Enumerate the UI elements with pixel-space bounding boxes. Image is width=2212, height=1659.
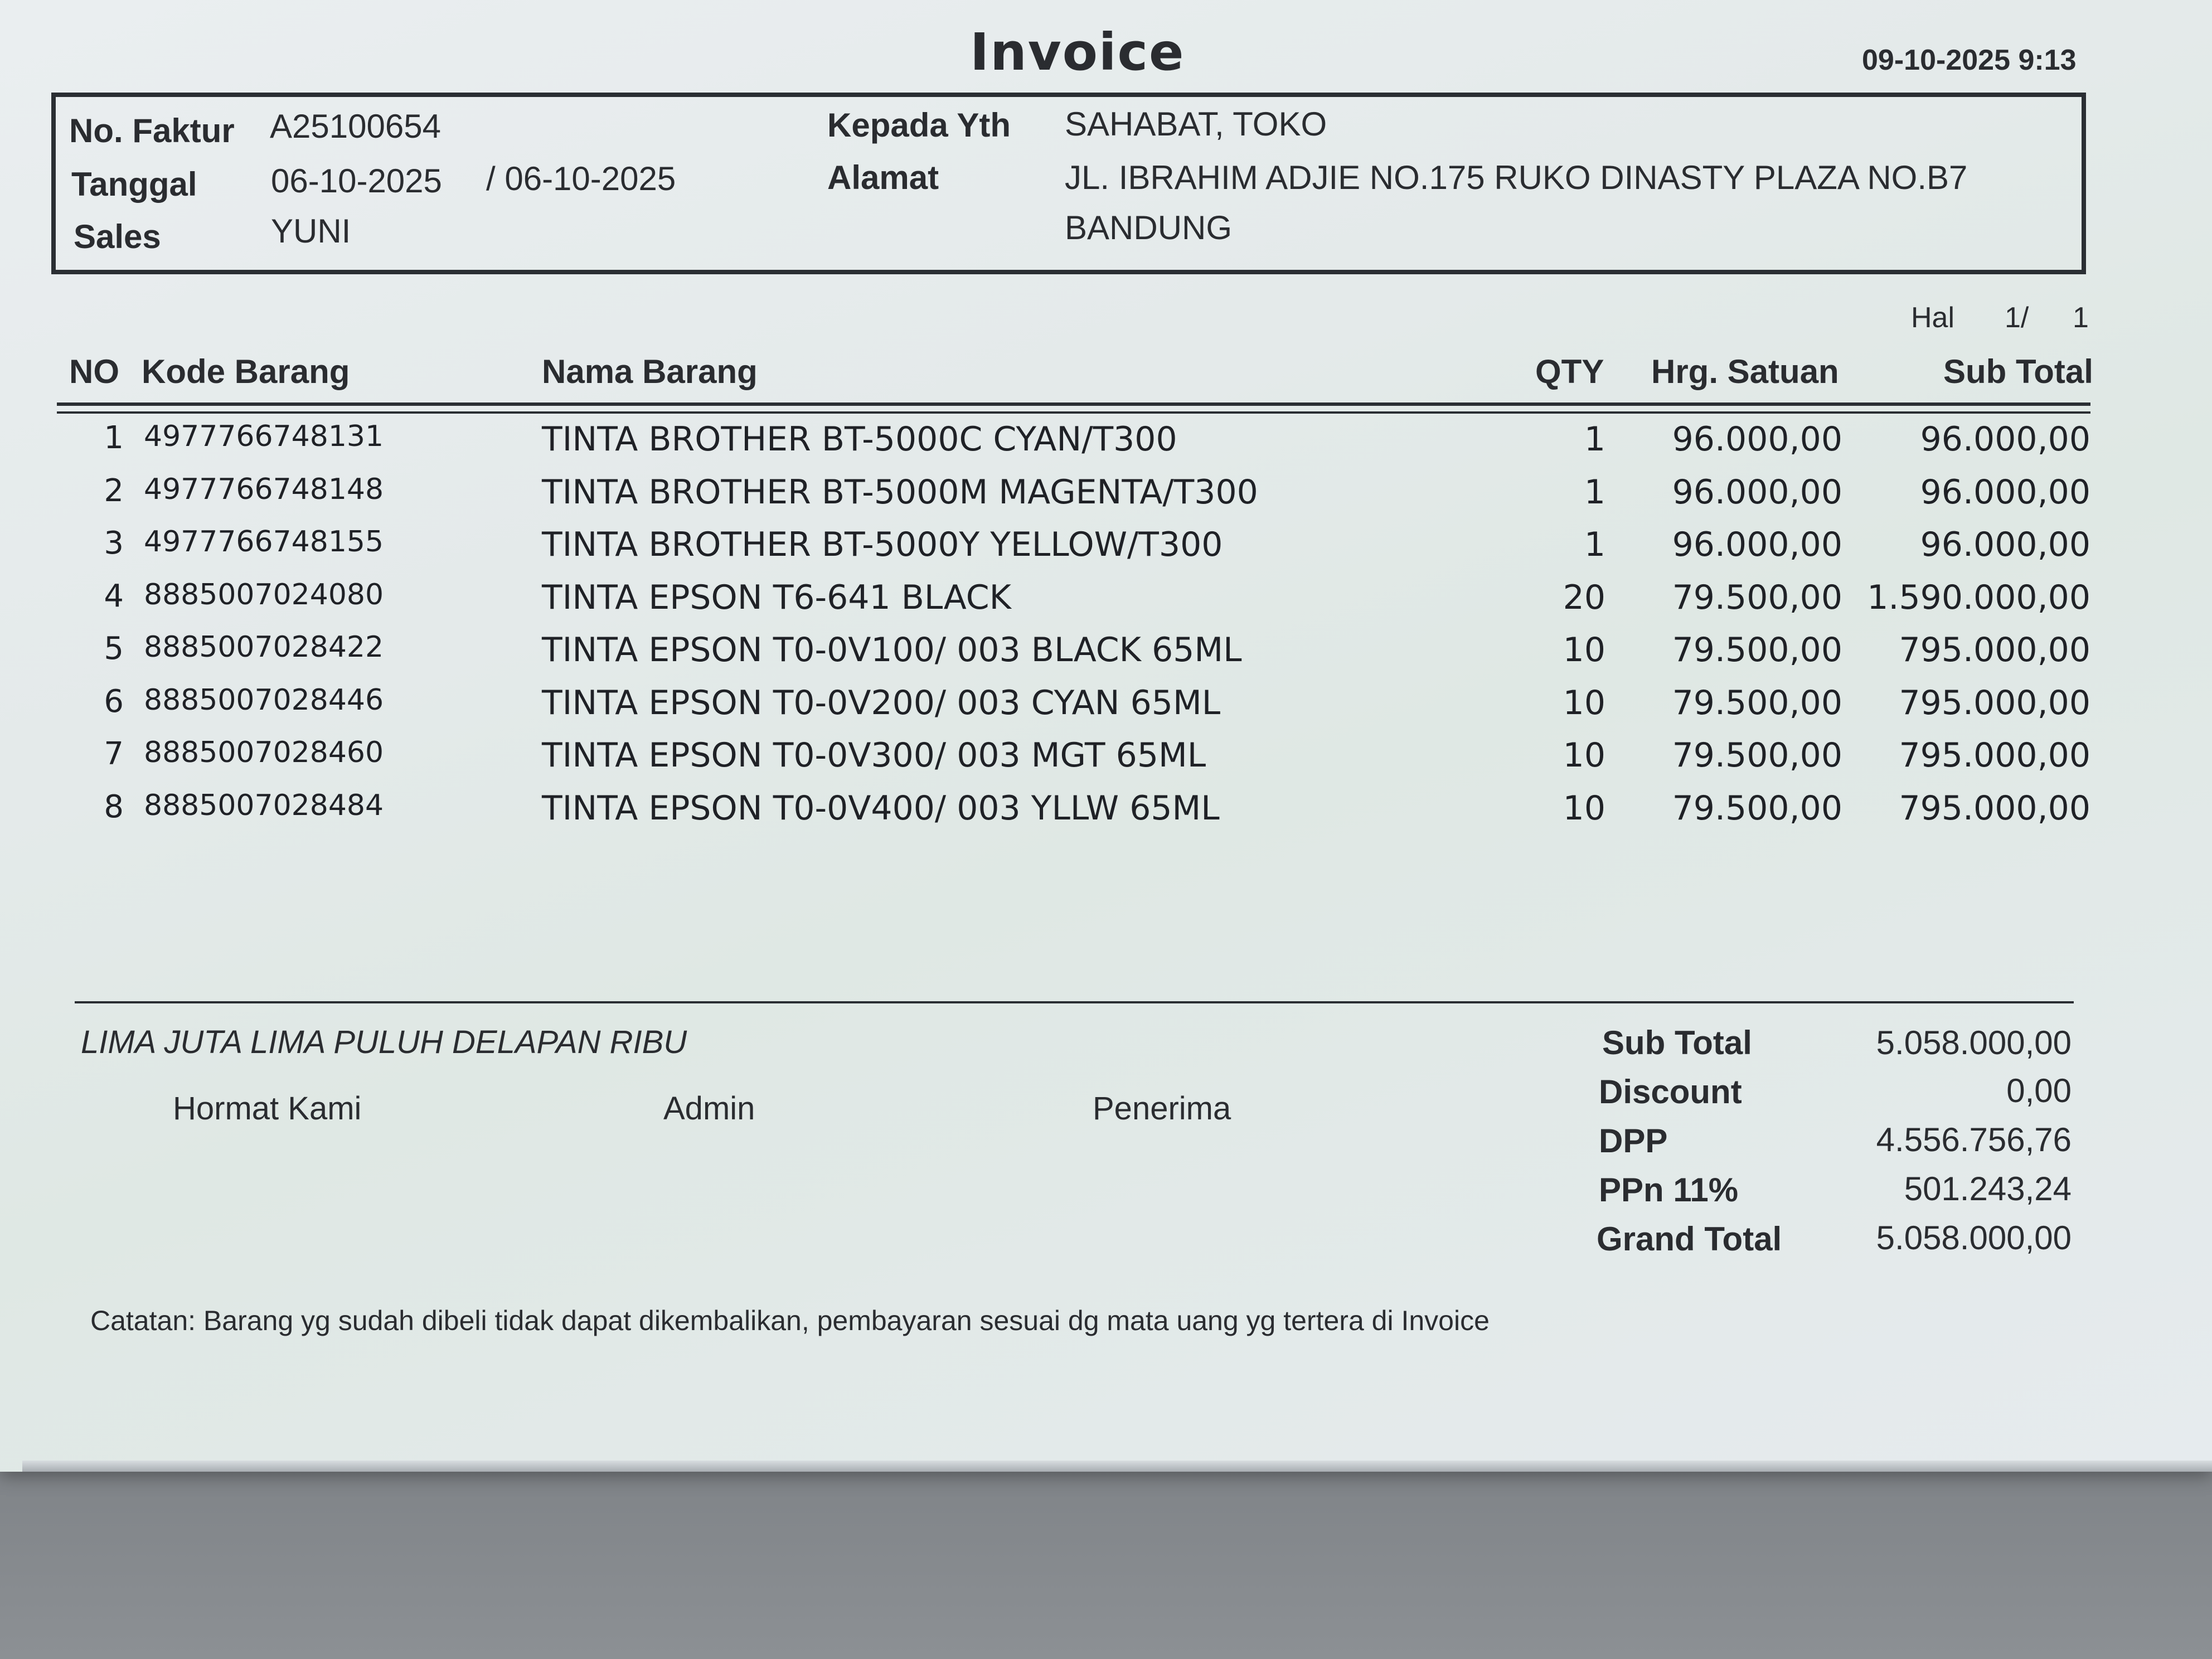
- faktur-label: No. Faktur: [69, 112, 235, 149]
- cell-kode: 4977766748148: [144, 472, 384, 506]
- table-row: [0, 521, 2212, 574]
- faktur-value: A25100654: [270, 108, 441, 145]
- col-header-nama: Nama Barang: [542, 353, 758, 390]
- cell-qty: 10: [1563, 630, 1605, 670]
- ppn-label: PPn 11%: [1599, 1171, 1739, 1209]
- table-row: [0, 626, 2212, 679]
- cell-kode: 8885007028484: [144, 788, 384, 822]
- table-row: [0, 468, 2212, 521]
- discount-value: 0,00: [2006, 1072, 2072, 1109]
- items-table: [0, 415, 2212, 837]
- cell-subtotal: 795.000,00: [1899, 736, 2090, 775]
- cell-qty: 10: [1563, 736, 1605, 775]
- cell-no: 6: [104, 683, 124, 720]
- print-datetime: 09-10-2025 9:13: [1862, 44, 2077, 76]
- cell-qty: 10: [1563, 683, 1605, 722]
- invoice-note: Catatan: Barang yg sudah dibeli tidak dapat dikembalikan, pembayaran sesuai dg mata uang yg tertera di Invoice: [90, 1305, 1490, 1336]
- cell-nama: TINTA BROTHER BT-5000M MAGENTA/T300: [542, 472, 1258, 512]
- cell-subtotal: 1.590.000,00: [1867, 578, 2090, 617]
- footer-rule: [75, 1001, 2074, 1003]
- col-header-kode: Kode Barang: [142, 353, 350, 390]
- cell-nama: TINTA BROTHER BT-5000Y YELLOW/T300: [542, 525, 1223, 564]
- signature-penerima: Penerima: [1093, 1090, 1231, 1127]
- cell-qty: 1: [1584, 472, 1605, 512]
- header-rule-bottom: [57, 411, 2090, 414]
- tanggal-value-2: / 06-10-2025: [486, 160, 676, 197]
- cell-nama: TINTA BROTHER BT-5000C CYAN/T300: [542, 420, 1177, 459]
- page-label: Hal: [1911, 302, 1955, 334]
- cell-nama: TINTA EPSON T0-0V400/ 003 YLLW 65ML: [542, 788, 1220, 828]
- cell-subtotal: 96.000,00: [1920, 420, 2090, 459]
- cell-harga: 96.000,00: [1672, 472, 1842, 512]
- cell-harga: 96.000,00: [1672, 420, 1842, 459]
- cell-nama: TINTA EPSON T0-0V100/ 003 BLACK 65ML: [542, 630, 1242, 670]
- kepada-value: SAHABAT, TOKO: [1065, 105, 1327, 143]
- ppn-value: 501.243,24: [1904, 1170, 2072, 1207]
- table-row: [0, 415, 2212, 468]
- tanggal-label: Tanggal: [71, 166, 197, 203]
- col-header-no: NO: [69, 353, 119, 390]
- subtotal-label: Sub Total: [1602, 1024, 1752, 1061]
- cell-nama: TINTA EPSON T0-0V300/ 003 MGT 65ML: [542, 736, 1206, 775]
- cell-harga: 79.500,00: [1672, 578, 1842, 617]
- table-row: [0, 679, 2212, 732]
- cell-qty: 1: [1584, 420, 1605, 459]
- cell-harga: 79.500,00: [1672, 683, 1842, 722]
- cell-nama: TINTA EPSON T0-0V200/ 003 CYAN 65ML: [542, 683, 1221, 722]
- table-row: [0, 574, 2212, 627]
- cell-subtotal: 795.000,00: [1899, 683, 2090, 722]
- col-header-harga: Hrg. Satuan: [1651, 353, 1839, 390]
- alamat-line-1: JL. IBRAHIM ADJIE NO.175 RUKO DINASTY PLAZA NO.B7: [1065, 159, 1968, 196]
- grand-total-label: Grand Total: [1597, 1220, 1782, 1258]
- sales-label: Sales: [74, 218, 161, 255]
- tanggal-value: 06-10-2025: [271, 162, 442, 200]
- cell-harga: 79.500,00: [1672, 630, 1842, 670]
- cell-no: 2: [104, 472, 124, 509]
- cell-no: 3: [104, 525, 124, 561]
- cell-nama: TINTA EPSON T6-641 BLACK: [542, 578, 1011, 617]
- cell-harga: 79.500,00: [1672, 788, 1842, 828]
- cell-kode: 8885007028446: [144, 683, 384, 717]
- cell-harga: 79.500,00: [1672, 736, 1842, 775]
- page-total: 1: [2073, 302, 2089, 334]
- table-row: [0, 731, 2212, 784]
- cell-no: 7: [104, 736, 124, 772]
- col-header-subtotal: Sub Total: [1943, 353, 2093, 390]
- paper-bottom-edge: [22, 1461, 2212, 1472]
- signature-hormat-kami: Hormat Kami: [173, 1090, 362, 1127]
- alamat-label: Alamat: [827, 159, 939, 196]
- grand-total-value: 5.058.000,00: [1876, 1219, 2072, 1257]
- cell-subtotal: 96.000,00: [1920, 525, 2090, 564]
- cell-no: 1: [104, 420, 124, 456]
- cell-no: 4: [104, 578, 124, 614]
- signature-admin: Admin: [663, 1090, 755, 1127]
- discount-label: Discount: [1599, 1073, 1742, 1110]
- cell-no: 8: [104, 788, 124, 825]
- cell-qty: 1: [1584, 525, 1605, 564]
- invoice-title: Invoice: [970, 22, 1185, 82]
- amount-in-words: LIMA JUTA LIMA PULUH DELAPAN RIBU: [81, 1024, 687, 1060]
- cell-subtotal: 96.000,00: [1920, 472, 2090, 512]
- cell-kode: 8885007028422: [144, 630, 384, 664]
- header-rule-top: [57, 402, 2090, 406]
- cell-kode: 8885007028460: [144, 736, 384, 769]
- cell-harga: 96.000,00: [1672, 525, 1842, 564]
- subtotal-value: 5.058.000,00: [1876, 1024, 2072, 1061]
- page-current: 1/: [2005, 302, 2029, 334]
- cell-subtotal: 795.000,00: [1899, 630, 2090, 670]
- cell-kode: 8885007024080: [144, 578, 384, 612]
- cell-qty: 10: [1563, 788, 1605, 828]
- dpp-value: 4.556.756,76: [1876, 1121, 2072, 1158]
- col-header-qty: QTY: [1535, 353, 1604, 390]
- kepada-label: Kepada Yth: [827, 106, 1011, 144]
- dpp-label: DPP: [1599, 1122, 1668, 1160]
- cell-kode: 4977766748155: [144, 525, 384, 559]
- alamat-line-2: BANDUNG: [1065, 209, 1233, 246]
- cell-kode: 4977766748131: [144, 420, 384, 453]
- cell-qty: 20: [1563, 578, 1605, 617]
- cell-no: 5: [104, 630, 124, 667]
- cell-subtotal: 795.000,00: [1899, 788, 2090, 828]
- table-row: [0, 784, 2212, 837]
- sales-value: YUNI: [271, 212, 351, 250]
